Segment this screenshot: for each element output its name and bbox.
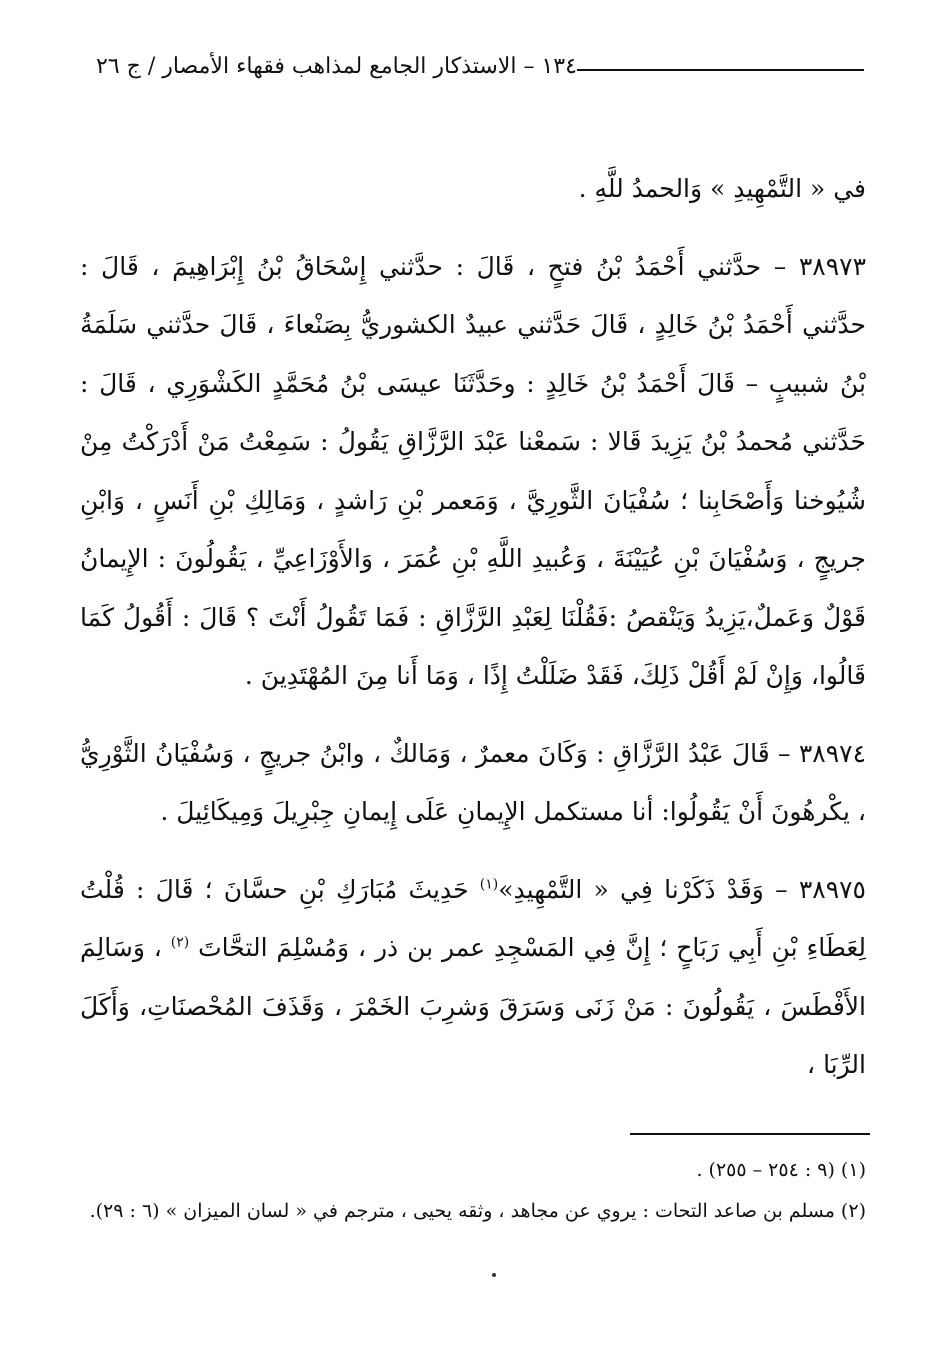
paragraph-38974: [80, 725, 866, 842]
header-rule: [577, 69, 864, 71]
paragraph-text-end: ، وَسَالِمَ الأَفْطَسَ ، يَقُولُونَ : مَنْ زَنَى وَسَرَقَ وَشرِبَ الخَمْرَ ، وَقَذَفَ المُحْصنَاتِ، وَأَكَلَ الرِّبَا ،: [80, 933, 866, 1079]
page-dot-mark: [492, 1273, 496, 1277]
footnote-ref-1[interactable]: (١): [479, 876, 499, 893]
running-title: ١٣٤ – الاستذكار الجامع لمذاهب فقهاء الأمصار / ج ٢٦: [96, 54, 577, 79]
paragraph-text: – قَالَ عَبْدُ الرَّزَّاقِ : وَكَانَ معمرٌ ، وَمَالكٌ ، وابْنُ جريجٍ ، وَسُفْيَانُ الثَّوْرِيُّ ، يكْرهُونَ أَنْ يَقُولُوا: أنا مستكمل الإِيمانِ عَلَى إِيمانِ جِبْرِيلَ وَمِيكَائِيلَ .: [80, 738, 866, 826]
paragraph-38973: [80, 238, 866, 706]
opening-line: في « التَّمْهِيدِ » وَالحمدُ للَّهِ .: [578, 174, 866, 203]
footnote-1: (١) (٩ : ٢٥٤ – ٢٥٥) .: [696, 1159, 866, 1181]
running-header: [84, 54, 864, 79]
footnotes: [76, 1150, 866, 1232]
paragraph-text: – حدَّثني أَحْمَدُ بْنُ فتحٍ ، قَالَ : حدَّثني إِسْحَاقُ بْنُ إِبْرَاهِيمَ ، قَالَ : حدَّثني أَحْمَدُ بْنُ خَالِدٍ ، قَالَ حَدَّثني عبيدٌ الكشوريُّ بِصَنْعاءَ ، قَالَ حدَّثني سَلَمَةُ بْنُ شبيبٍ – قَالَ أَحْمَدُ بْنُ خَالِدٍ : وحَدَّثَنَا عيسَى بْنُ مُحَمَّدٍ الكَشْوَرِي ، قَالَ : حَدَّثني مُحمدُ بْنُ يَزِيدَ قَالا : سَمعْنا عَبْدَ الرَّزَّاقِ يَقُولُ : سَمِعْتُ مَنْ أَدْرَكْتُ مِنْ شُيُوخنا وَأَصْحَابِنا ؛ سُفْيَانَ الثَّورِيَّ ، وَمَعمر بْنِ رَاشدٍ ، وَمَالِكِ بْنِ أَنَسٍ ، وَابْنِ جريجٍ ، وَسُفْيَانَ بْنِ عُيَيْنَةَ ، وَعُبيدِ اللَّهِ بْنِ عُمَرَ ، وَالأَوْزَاعِيِّ ، يَقُولُونَ : الإِيمانُ قَوْلٌ وَعَملٌ،يَزِيدُ وَيَنْقصُ :فَقُلْنَا لِعَبْدِ الرَّزَّاقِ : فَمَا تَقُولُ أَنْتَ ؟ قَالَ : أَقُولُ كَمَا قَالُوا، وَإِنْ لَمْ أَقُلْ ذَلِكَ، فَقَدْ ضَلَلْتُ إِذًا ، وَمَا أَنا مِنَ المُهْتَدِينَ .: [80, 251, 866, 690]
footnote-2: (٢) مسلم بن صاعد التحات : يروي عن مجاهد ، وثقه يحيى ، مترجم في « لسان الميزان » (٦ : ٢٩).: [89, 1200, 866, 1222]
main-text: [80, 160, 866, 1114]
paragraph-38975: [80, 861, 866, 1095]
paragraph-number: ٣٨٩٧٤: [798, 738, 866, 768]
footnote-ref-2[interactable]: (٢): [170, 934, 190, 951]
paragraph-text-start: – وَقَدْ ذَكَرْنا فِي « التَّمْهِيدِ»: [498, 874, 788, 904]
footnote-separator: [630, 1133, 870, 1135]
paragraph-number: ٣٨٩٧٣: [798, 251, 866, 281]
paragraph-text-mid: حَدِيثَ مُبَارَكِ بْنِ حسَّانَ ؛ قَالَ : قُلْتُ لِعَطَاءِ بْنِ أَبِي رَبَاحٍ ؛ إِنَّ فِي المَسْجِدِ عمر بن ذر ، وَمُسْلِمَ التحَّاتَ: [80, 874, 867, 962]
paragraph-number: ٣٨٩٧٥: [798, 874, 866, 904]
